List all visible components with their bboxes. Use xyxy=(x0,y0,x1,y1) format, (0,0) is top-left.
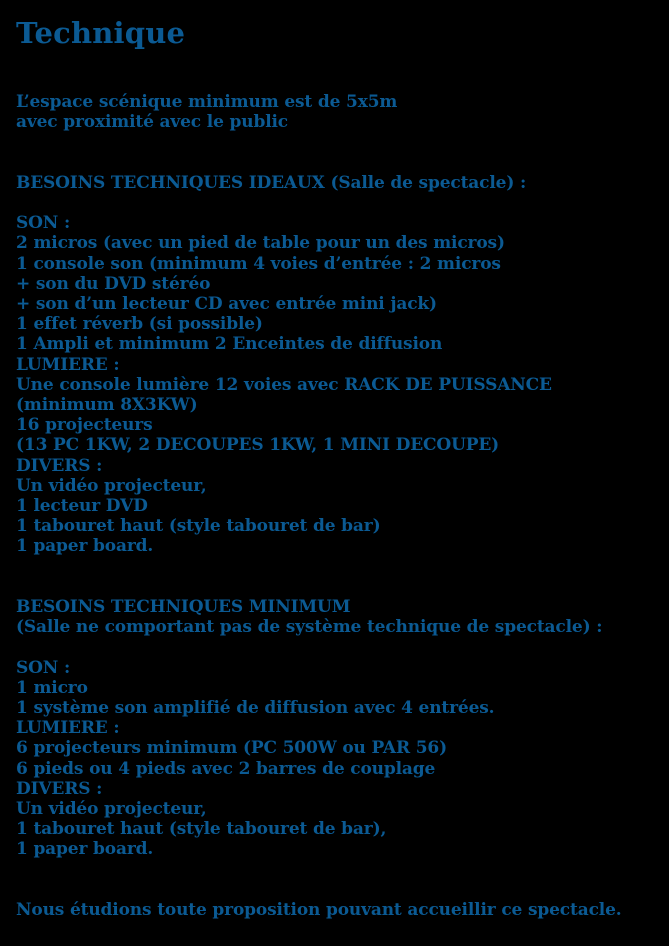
spacer xyxy=(16,557,661,577)
list-item: LUMIERE : xyxy=(16,718,120,739)
minimum-heading: BESOINS TECHNIQUES MINIMUM xyxy=(16,597,351,617)
ideal-heading: BESOINS TECHNIQUES IDEAUX (Salle de spectacle) : xyxy=(16,172,527,193)
list-item: 1 micro xyxy=(16,677,88,698)
page-title: Technique xyxy=(16,16,186,50)
list-item: + son d’un lecteur CD avec entrée mini jack) xyxy=(16,293,437,314)
list-item: Un vidéo projecteur, xyxy=(16,475,207,496)
list-item: 1 système son amplifié de diffusion avec 4 entrées. xyxy=(16,698,495,718)
spacer xyxy=(16,577,661,597)
list-item: 6 projecteurs minimum (PC 500W ou PAR 56) xyxy=(16,738,447,759)
list-item: SON : xyxy=(16,213,71,234)
minimum-requirements-section xyxy=(16,597,661,860)
list-item: 6 pieds ou 4 pieds avec 2 barres de couplage xyxy=(16,758,436,779)
list-item: Une console lumière 12 voies avec RACK DE PUISSANCE xyxy=(16,374,552,395)
list-item: 1 Ampli et minimum 2 Enceintes de diffusion xyxy=(16,334,443,355)
list-item: LUMIERE : xyxy=(16,354,120,375)
list-item: (minimum 8X3KW) xyxy=(16,395,198,415)
list-item: + son du DVD stéréo xyxy=(16,273,211,294)
intro-block xyxy=(16,92,661,132)
ideal-requirements-section xyxy=(16,173,661,557)
list-item: 1 tabouret haut (style tabouret de bar) xyxy=(16,516,381,537)
spacer xyxy=(16,860,661,880)
spacer xyxy=(16,132,661,152)
spacer xyxy=(16,193,661,213)
spacer xyxy=(16,637,661,657)
list-item: 1 lecteur DVD xyxy=(16,496,148,517)
list-item: Un vidéo projecteur, xyxy=(16,799,207,820)
list-item: 2 micros (avec un pied de table pour un des micros) xyxy=(16,233,505,254)
list-item: (13 PC 1KW, 2 DECOUPES 1KW, 1 MINI DECOUPE) xyxy=(16,435,500,456)
list-item: DIVERS : xyxy=(16,778,103,799)
spacer xyxy=(16,880,661,900)
technical-rider xyxy=(16,14,661,920)
list-item: 16 projecteurs xyxy=(16,415,153,436)
intro-line: L’espace scénique minimum est de 5x5m xyxy=(16,92,398,112)
list-item: 1 console son (minimum 4 voies d’entrée : 2 micros xyxy=(16,253,501,274)
spacer xyxy=(16,153,661,173)
closing-statement: Nous étudions toute proposition pouvant accueillir ce spectacle. xyxy=(16,900,622,920)
minimum-subheading: (Salle ne comportant pas de système technique de spectacle) : xyxy=(16,617,603,638)
list-item: 1 paper board. xyxy=(16,536,154,557)
intro-line: avec proximité avec le public xyxy=(16,112,289,133)
list-item: 1 effet réverb (si possible) xyxy=(16,314,263,335)
list-item: SON : xyxy=(16,657,71,678)
list-item: 1 tabouret haut (style tabouret de bar), xyxy=(16,819,387,840)
list-item: DIVERS : xyxy=(16,455,103,476)
list-item: 1 paper board. xyxy=(16,839,154,860)
